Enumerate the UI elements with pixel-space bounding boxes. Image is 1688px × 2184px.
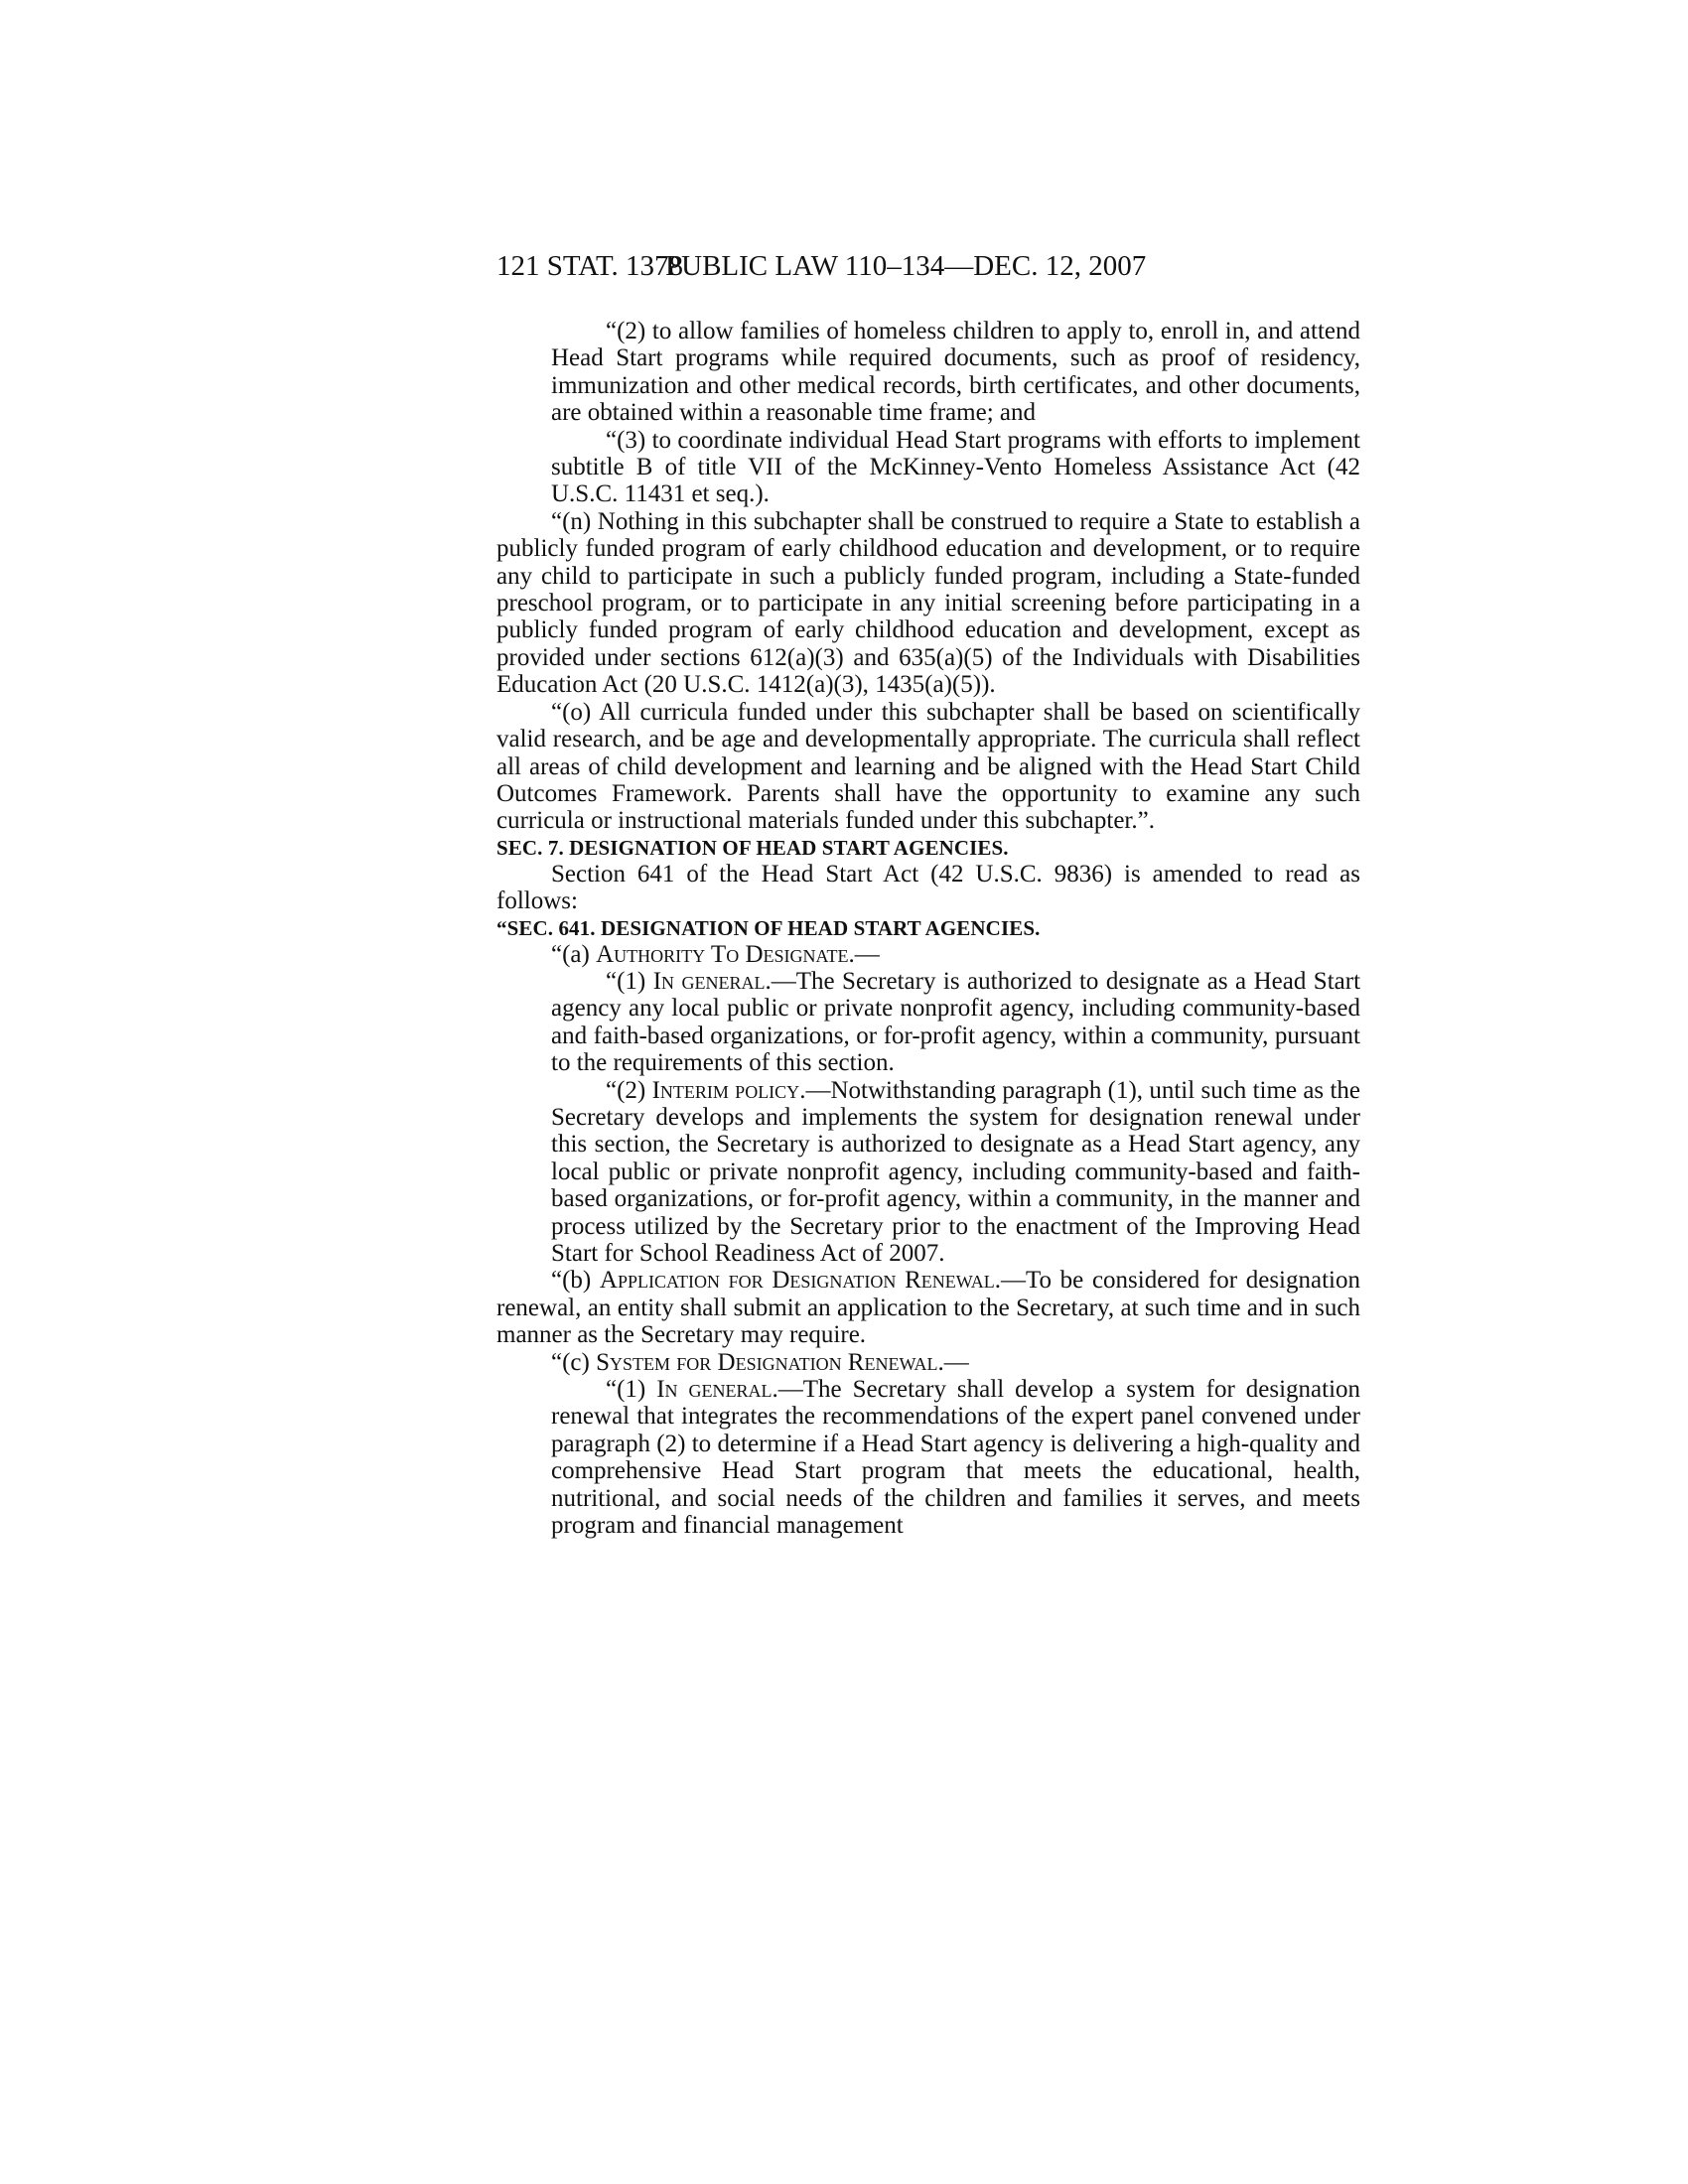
paragraph-n: “(n) Nothing in this subchapter shall be construed to require a State to establish a publicly funded program of early childhood education and development, or to require any child to participate in such a publicly funded program, including a State-funded preschool program, or to participate in any initial screening before participating in a publicly funded program of early childhood education and development, except as provided under sections 612(a)(3) and 635(a)(5) of the Individuals with Disabilities Education Act (20 U.S.C. 1412(a)(3), 1435(a)(5)). [496, 507, 1360, 699]
page-number: 121 STAT. 1378 [496, 250, 684, 282]
running-header [0, 246, 1688, 286]
subsection-b-text: .—To be considered for designation renewal, an entity shall submit an application to the Secretary, at such time and in such manner as the Secretary may require. [496, 1267, 1360, 1349]
paragraph-a2-heading: Interim policy [651, 1076, 800, 1104]
subsection-a-heading: Authority To Designate [596, 940, 849, 968]
paragraph-m3: “(3) to coordinate individual Head Start programs with efforts to implement subtitle B of title VII of the McKinney-Vento Homeless Assistance Act (42 U.S.C. 11431 et seq.). [551, 426, 1360, 508]
paragraph-a1-prefix: “(1) [606, 967, 653, 995]
paragraph-o: “(o) All curricula funded under this subchapter shall be based on scientifically valid research, and be age and developmentally appropriate. The curricula shall reflect all areas of child development and learning and be aligned with the Head Start Child Outcomes Framework. Parents shall have the opportunity to examine any such curricula or instructional materials funded under this subchapter.”. [496, 698, 1360, 835]
paragraph-a2-prefix: “(2) [606, 1076, 652, 1104]
paragraph-a2 [496, 1077, 1360, 1268]
paragraph-c1-prefix: “(1) [606, 1376, 657, 1404]
paragraph-a2-text: .—Notwithstanding paragraph (1), until such time as the Secretary develops and implements the system for designation renewal under this section, the Secretary is authorized to designate as a Head Start agency, any local public or private nonprofit agency, including community-based and faith-based organizations, or for-profit agency, within a community, in the manner and process utilized by the Secretary prior to the enactment of the Improving Head Start for School Readiness Act of 2007. [551, 1076, 1361, 1267]
subsection-c [496, 1349, 1360, 1376]
paragraph-c1 [496, 1376, 1360, 1539]
document-body [496, 318, 1360, 1539]
paragraph-c1-heading: In general [656, 1376, 773, 1404]
law-title: PUBLIC LAW 110–134—DEC. 12, 2007 [665, 250, 1147, 282]
paragraph-m2: “(2) to allow families of homeless children to apply to, enroll in, and attend Head Start programs while required documents, such as proof of residency, immunization and other medical records, birth certificates, and other documents, are obtained within a reasonable time frame; and [551, 318, 1360, 427]
paragraph-a1-heading: In general [652, 967, 766, 995]
subsection-b-prefix: “(b) [551, 1267, 600, 1295]
section-7-text: Section 641 of the Head Start Act (42 U.S.C. 9836) is amended to read as follows: [496, 860, 1360, 915]
subsection-b [496, 1267, 1360, 1348]
subsection-c-prefix: “(c) [551, 1348, 597, 1376]
subsection-c-heading: System for Designation Renewal [596, 1348, 938, 1376]
section-641-heading: “SEC. 641. DESIGNATION OF HEAD START AGENCIES. [496, 915, 1041, 940]
paragraph-a1 [496, 968, 1360, 1077]
paragraph-c1-text: .—The Secretary shall develop a system for designation renewal that integrates the recommendations of the expert panel convened under paragraph (2) to determine if a Head Start agency is delivering a high-quality and comprehensive Head Start program that meets the educational, health, nutritional, and social needs of the children and families it serves, and meets program and financial management [551, 1376, 1361, 1540]
subsection-b-heading: Application for Designation Renewal [599, 1267, 995, 1295]
subsection-a [496, 941, 1360, 968]
subsection-a-suffix: .— [848, 940, 880, 968]
subsection-c-suffix: .— [937, 1348, 969, 1376]
paragraph-a1-text: .—The Secretary is authorized to designate as a Head Start agency any local public or private nonprofit agency, including community-based and faith-based organizations, or for-profit agency, within a community, pursuant to the requirements of this section. [551, 967, 1361, 1077]
section-7-heading: SEC. 7. DESIGNATION OF HEAD START AGENCIES. [496, 835, 1009, 860]
subsection-a-prefix: “(a) [551, 940, 597, 968]
